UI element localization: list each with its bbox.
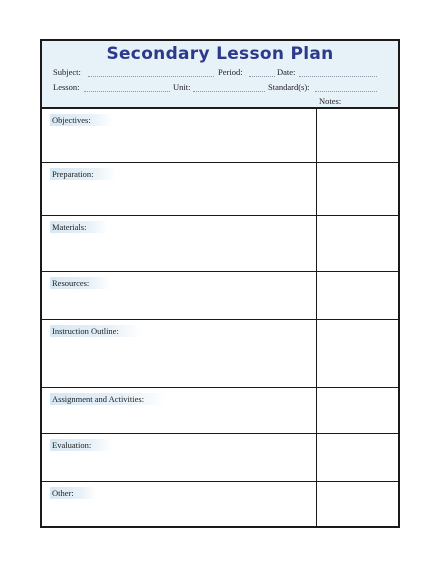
subject-field[interactable] xyxy=(88,76,214,77)
section-row-resources[interactable] xyxy=(42,272,398,320)
section-label: Objectives: xyxy=(50,114,113,126)
section-row-instruction-outline[interactable] xyxy=(42,320,398,388)
period-field[interactable] xyxy=(249,76,275,77)
unit-field[interactable] xyxy=(193,91,265,92)
section-row-other[interactable] xyxy=(42,482,398,528)
section-row-materials[interactable] xyxy=(42,216,398,272)
date-field[interactable] xyxy=(299,76,377,77)
date-label: Date: xyxy=(277,67,296,77)
standards-field[interactable] xyxy=(315,91,377,92)
section-label: Preparation: xyxy=(50,168,116,180)
standards-label: Standard(s): xyxy=(268,82,310,92)
section-row-preparation[interactable] xyxy=(42,163,398,216)
section-label: Assignment and Activities: xyxy=(50,393,166,405)
subject-label: Subject: xyxy=(53,67,81,77)
page-title: Secondary Lesson Plan xyxy=(106,44,334,64)
unit-label: Unit: xyxy=(173,82,191,92)
section-label: Other: xyxy=(50,487,96,499)
section-label: Resources: xyxy=(50,277,111,289)
lesson-field[interactable] xyxy=(84,91,170,92)
section-row-assignment-activities[interactable] xyxy=(42,388,398,434)
lesson-label: Lesson: xyxy=(53,82,80,92)
period-label: Period: xyxy=(218,67,243,77)
section-label: Materials: xyxy=(50,221,108,233)
section-row-objectives[interactable] xyxy=(42,109,398,163)
header-panel xyxy=(42,41,398,109)
section-label: Evaluation: xyxy=(50,439,113,451)
notes-label: Notes: xyxy=(319,96,342,106)
lesson-plan-sheet xyxy=(40,39,400,528)
section-row-evaluation[interactable] xyxy=(42,434,398,482)
sections-table xyxy=(42,109,398,526)
section-label: Instruction Outline: xyxy=(50,325,141,337)
